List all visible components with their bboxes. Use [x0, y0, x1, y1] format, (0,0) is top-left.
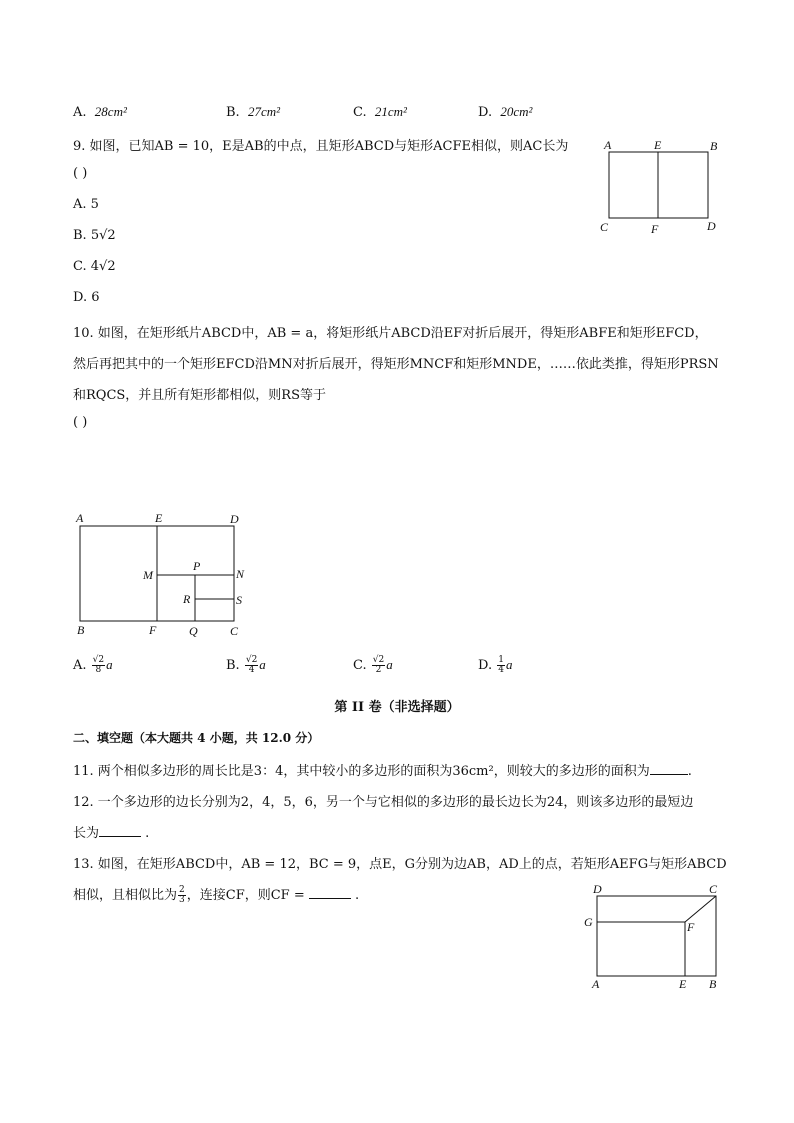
q8-option-b[interactable]: B. 27cm²: [226, 104, 281, 120]
q11-line: 11. 两个相似多边形的周长比是3：4，其中较小的多边形的面积为36cm²，则较大的多边形的面积为 .: [73, 764, 692, 779]
q9-label-b: B: [710, 139, 718, 153]
q10-label-d: D: [230, 512, 239, 526]
q10-label-n: N: [236, 567, 245, 581]
q10-label-f: F: [149, 623, 157, 637]
q13-line2: 相似，且相似比为 $\frac{2}{3}$ ，连接CF，则CF = .: [73, 885, 360, 905]
q13-label-g: G: [584, 915, 593, 929]
q9-option-a[interactable]: A. 5: [73, 197, 99, 212]
q10-label-e: E: [155, 511, 163, 525]
section-title: 第 II 卷（非选择题）: [334, 700, 460, 715]
q10-line3: 和RQCS，并且所有矩形都相似，则RS等于: [73, 388, 326, 403]
q8-option-d[interactable]: D. 20cm²: [478, 104, 533, 120]
q9-option-c[interactable]: C. 4√2: [73, 259, 116, 274]
q10-option-b[interactable]: B. $\frac{√2}{4}$ a: [226, 655, 266, 675]
q13-figure: [580, 880, 730, 995]
q13-ratio: $\frac{2}{3}$: [179, 885, 185, 905]
q9-label-d: D: [707, 219, 716, 233]
q10-line1: 10. 如图，在矩形纸片ABCD中，AB = a，将矩形纸片ABCD沿EF对折后展开，得矩形ABFE和矩形EFCD，: [73, 326, 708, 341]
section-heading: 二、填空题（本大题共 4 小题，共 12.0 分）: [73, 731, 320, 745]
q9-label-f: F: [651, 222, 659, 236]
q13-label-f: F: [687, 920, 695, 934]
q13-rect-abcd: [597, 896, 716, 976]
q10-paren: ( ): [73, 415, 88, 430]
q10-label-m: M: [143, 568, 153, 582]
q9-option-d[interactable]: D. 6: [73, 290, 100, 305]
q10-label-c: C: [230, 624, 239, 638]
q9-label-e: E: [654, 138, 662, 152]
q10-line2: 然后再把其中的一个矩形EFCD沿MN对折后展开，得矩形MNCF和矩形MNDE，……依此类推，得矩形PRSN: [73, 357, 719, 372]
q9-label-a: A: [604, 138, 612, 152]
q10-label-b: B: [77, 623, 85, 637]
q13-label-e: E: [679, 977, 687, 991]
q8-option-c[interactable]: C. 21cm²: [353, 104, 407, 120]
q10-options: [73, 654, 533, 680]
q10-option-d[interactable]: D. $\frac{1}{4}$ a: [478, 655, 513, 675]
q12-line1: 12. 一个多边形的边长分别为2，4，5，6，另一个与它相似的多边形的最长边长为24，则该多边形的最短边: [73, 795, 694, 810]
q12-line2: 长为 .: [73, 826, 150, 841]
q10-label-a: A: [76, 511, 84, 525]
q13-label-b: B: [709, 977, 717, 991]
q9-stem: 9. 如图，已知AB = 10，E是AB的中点，且矩形ABCD与矩形ACFE相似，则AC长为: [73, 139, 569, 154]
q10-label-r: R: [183, 592, 191, 606]
q13-line-cf: [685, 896, 716, 922]
q9-paren: ( ): [73, 166, 88, 181]
q13-label-d: D: [593, 882, 602, 896]
q10-label-p: P: [193, 559, 201, 573]
q13-line1: 13. 如图，在矩形ABCD中，AB = 12，BC = 9，点E，G分别为边AB，AD上的点，若矩形AEFG与矩形ABCD: [73, 857, 727, 872]
q9-label-c: C: [600, 220, 609, 234]
q9-option-b[interactable]: B. 5√2: [73, 228, 116, 243]
q8-option-a[interactable]: A. 28cm²: [73, 104, 127, 120]
q13-label-a: A: [592, 977, 600, 991]
q10-label-s: S: [236, 593, 242, 607]
q13-label-c: C: [709, 882, 718, 896]
q12-answer-blank[interactable]: [99, 824, 141, 837]
q10-figure: [70, 508, 255, 643]
q10-option-c[interactable]: C. $\frac{√2}{2}$ a: [353, 655, 393, 675]
q13-answer-blank[interactable]: [309, 886, 351, 899]
q10-label-q: Q: [189, 624, 198, 638]
q11-answer-blank[interactable]: [650, 762, 688, 775]
q10-option-a[interactable]: A. $\frac{√2}{8}$ a: [73, 655, 113, 675]
q9-figure: [595, 135, 725, 235]
